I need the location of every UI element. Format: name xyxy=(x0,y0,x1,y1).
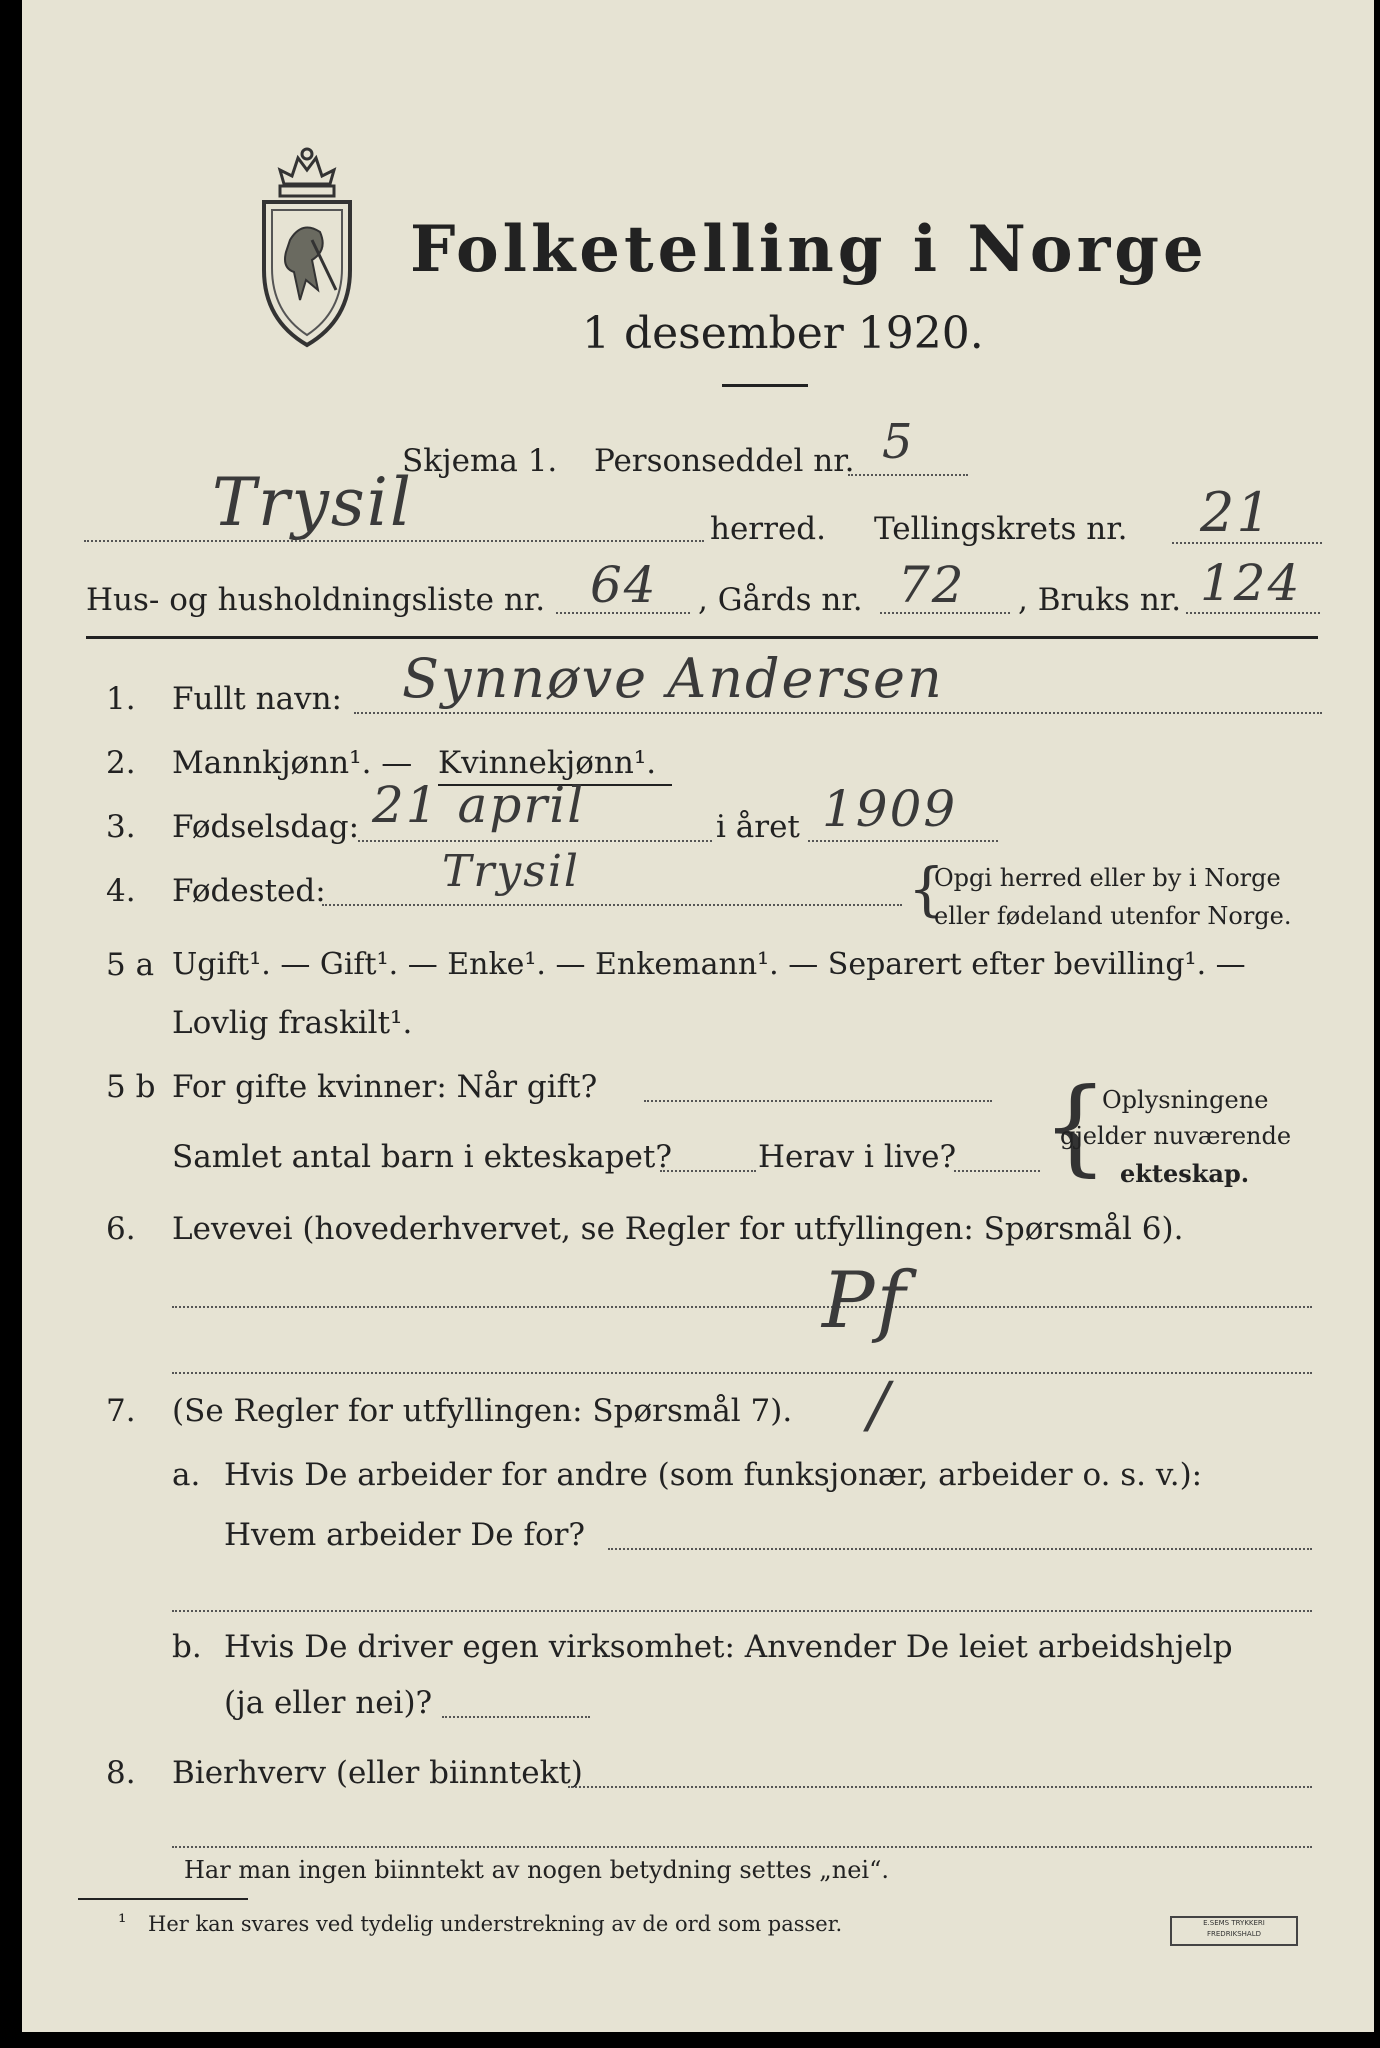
q6-line1 xyxy=(172,1306,1312,1308)
q2-number: 2. xyxy=(106,745,136,781)
bruks-line xyxy=(1186,612,1320,614)
printer-stamp-line2: FREDRIKSHALD xyxy=(1206,1930,1261,1938)
q1-number: 1. xyxy=(106,681,136,717)
q7b-line2: (ja eller nei)? xyxy=(224,1685,433,1721)
footnote-mark: ¹ xyxy=(118,1910,127,1934)
q5b-number: 5 b xyxy=(106,1069,156,1105)
q7a-line2: Hvem arbeider De for? xyxy=(224,1517,586,1553)
q1-label: Fullt navn: xyxy=(172,681,342,717)
q3-number: 3. xyxy=(106,809,136,845)
q4-note-line2: eller fødeland utenfor Norge. xyxy=(934,902,1292,930)
q3-birthday-value: 21 april xyxy=(372,776,586,834)
q3-year-value: 1909 xyxy=(822,780,958,838)
q6-number: 6. xyxy=(106,1211,136,1247)
q5b-children-total: Samlet antal barn i ekteskapet? xyxy=(172,1139,672,1175)
q7-label: (Se Regler for utfyllingen: Spørsmål 7). xyxy=(172,1393,793,1429)
printer-stamp-line1: E.SEMS TRYKKERI xyxy=(1203,1919,1265,1927)
herred-value: Trysil xyxy=(212,464,413,541)
q7a-number: a. xyxy=(172,1457,201,1493)
q3-year-label: i året xyxy=(716,809,800,845)
husholdningsliste-label: Hus- og husholdningsliste nr. xyxy=(86,582,546,618)
q5b-note-brace: { xyxy=(1042,1065,1109,1187)
q5b-note-line2: gjelder nuværende xyxy=(1060,1122,1292,1150)
herred-label: herred. xyxy=(710,511,826,547)
personseddel-value: 5 xyxy=(882,414,915,470)
skjema-label: Skjema 1. xyxy=(402,443,558,479)
q7-number: 7. xyxy=(106,1393,136,1429)
q4-note-line1: Opgi herred eller by i Norge xyxy=(934,864,1281,892)
printer-stamp xyxy=(1170,1916,1298,1946)
q4-note-brace: { xyxy=(908,855,945,923)
q4-label: Fødested: xyxy=(172,873,326,909)
tellingskrets-label: Tellingskrets nr. xyxy=(874,511,1128,547)
q5b-married-line xyxy=(644,1100,992,1102)
q8-note: Har man ingen biinntekt av nogen betydning settes „nei“. xyxy=(184,1856,889,1884)
q1-name-value: Synnøve Andersen xyxy=(402,647,944,710)
q5b-married-when: For gifte kvinner: Når gift? xyxy=(172,1069,598,1105)
q3-year-line xyxy=(808,840,998,842)
page-title: Folketelling i Norge xyxy=(410,212,1208,287)
q7a-extra-line xyxy=(172,1610,1312,1612)
header-divider xyxy=(86,636,1318,639)
q7-mark-value: / xyxy=(868,1368,891,1441)
q4-number: 4. xyxy=(106,873,136,909)
q7a-line xyxy=(608,1548,1312,1550)
title-divider xyxy=(722,384,808,387)
q3-label: Fødselsdag: xyxy=(172,809,360,845)
q8-line xyxy=(568,1786,1312,1788)
q8-number: 8. xyxy=(106,1755,136,1791)
q2-mann-label: Mannkjønn¹. — xyxy=(172,745,413,781)
personseddel-label: Personseddel nr. xyxy=(594,443,855,479)
q5a-status-options: Ugift¹. — Gift¹. — Enke¹. — Enkemann¹. — Separert efter bevilling¹. — xyxy=(172,947,1246,982)
q2-kvinne-label: Kvinnekjønn¹. xyxy=(438,745,657,781)
norwegian-coat-of-arms-icon xyxy=(242,140,372,350)
q5a-fraskilt: Lovlig fraskilt¹. xyxy=(172,1005,413,1041)
q8-label: Bierhverv (eller biinntekt) xyxy=(172,1755,583,1791)
q4-birthplace-value: Trysil xyxy=(442,846,580,897)
census-date: 1 desember 1920. xyxy=(582,308,984,359)
q5b-children-line xyxy=(660,1170,756,1172)
q7b-line xyxy=(442,1716,590,1718)
q7a-line1: Hvis De arbeider for andre (som funksjonær, arbeider o. s. v.): xyxy=(224,1457,1203,1493)
q6-line2 xyxy=(172,1372,1312,1374)
q5b-alive-label: Herav i live? xyxy=(758,1139,957,1175)
gards-label: , Gårds nr. xyxy=(698,582,863,618)
footnote-text: Her kan svares ved tydelig understrekning av de ord som passer. xyxy=(148,1912,843,1936)
q5b-alive-line xyxy=(954,1170,1040,1172)
census-form-sheet xyxy=(22,0,1374,2032)
tellingskrets-value: 21 xyxy=(1200,481,1273,544)
q8-extra-line xyxy=(172,1846,1312,1848)
personseddel-line xyxy=(848,474,968,476)
q7b-line1: Hvis De driver egen virksomhet: Anvender De leiet arbeidshjelp xyxy=(224,1629,1233,1665)
husholdningsliste-value: 64 xyxy=(590,556,658,614)
bruks-value: 124 xyxy=(1200,554,1302,612)
q5b-note-line1: Oplysningene xyxy=(1102,1086,1269,1114)
q6-occupation-value: Pf xyxy=(822,1256,908,1346)
footnote-divider xyxy=(78,1898,248,1900)
q1-line xyxy=(354,712,1322,714)
bruks-label: , Bruks nr. xyxy=(1018,582,1182,618)
q6-label: Levevei (hovederhvervet, se Regler for utfyllingen: Spørsmål 6). xyxy=(172,1211,1184,1247)
q3-line xyxy=(358,840,712,842)
q7b-number: b. xyxy=(172,1629,202,1665)
q5a-number: 5 a xyxy=(106,947,155,983)
gards-value: 72 xyxy=(898,556,966,614)
q4-line xyxy=(322,904,902,906)
q5b-note-line3: ekteskap. xyxy=(1120,1159,1250,1188)
